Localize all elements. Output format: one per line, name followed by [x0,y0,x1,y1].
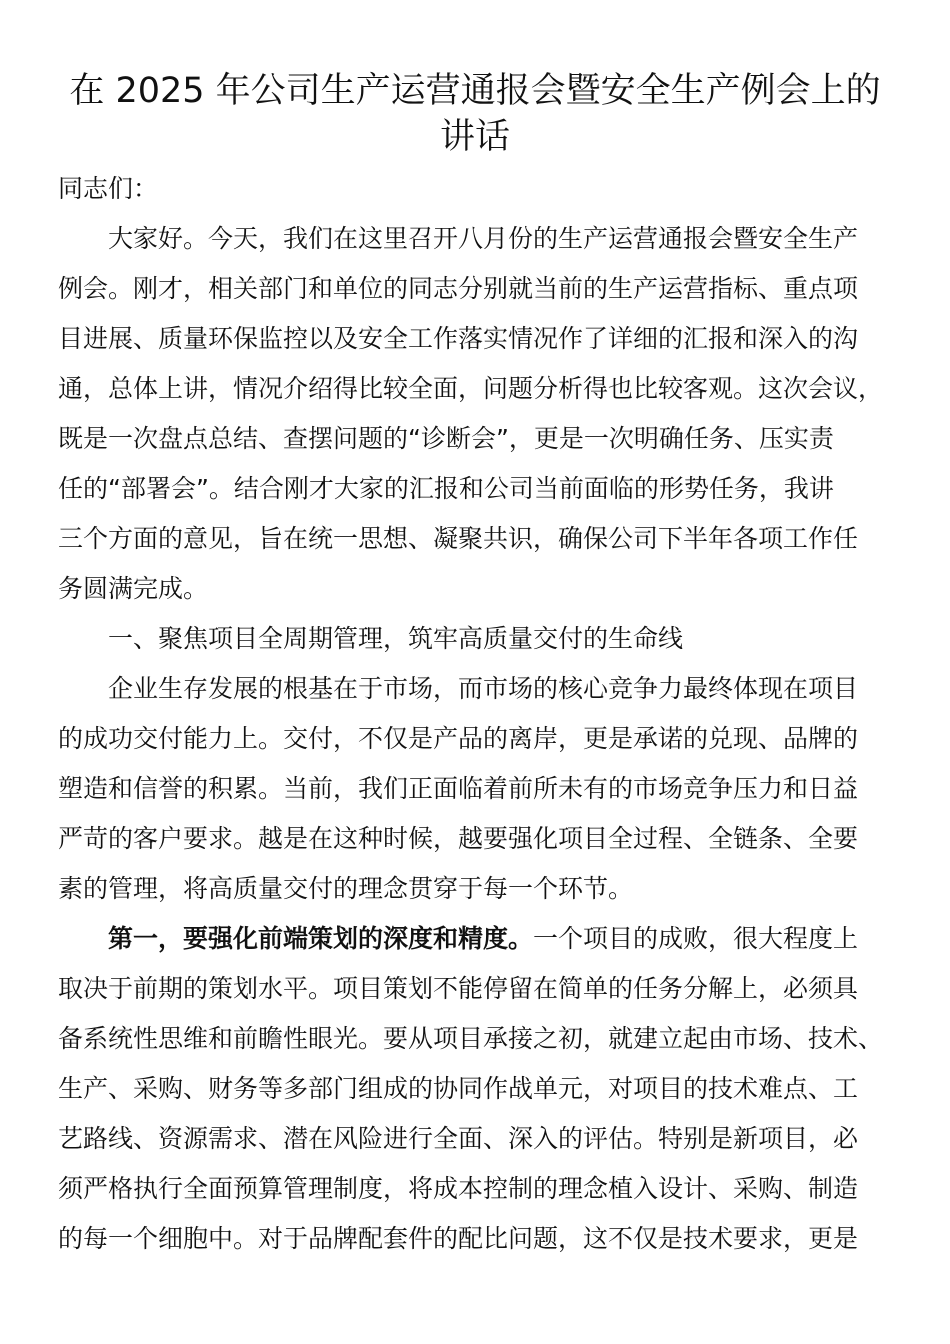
para3-line-2: 取决于前期的策划水平。项目策划不能停留在简单的任务分解上，必须具 [58,974,859,1003]
para1-line-3: 目进展、质量环保监控以及安全工作落实情况作了详细的汇报和深入的沟 [58,324,859,353]
para2-line-2: 的成功交付能力上。交付，不仅是产品的离岸，更是承诺的兑现、品牌的 [58,724,859,753]
para3-line-5: 艺路线、资源需求、潜在风险进行全面、深入的评估。特别是新项目，必 [58,1124,859,1153]
para1-line-2: 例会。刚才，相关部门和单位的同志分别就当前的生产运营指标、重点项 [58,274,859,303]
salutation: 同志们： [58,174,159,203]
para2-line-3: 塑造和信誉的积累。当前，我们正面临着前所未有的市场竞争压力和日益 [58,774,859,803]
para3-bold-lead: 第一，要强化前端策划的深度和精度。 [108,924,534,953]
para1-line-8: 务圆满完成。 [58,574,209,603]
para1-line-1: 大家好。今天，我们在这里召开八月份的生产运营通报会暨安全生产 [108,224,859,253]
para2-line-5: 素的管理，将高质量交付的理念贯穿于每一个环节。 [58,874,634,903]
para2-line-1: 企业生存发展的根基在于市场，而市场的核心竞争力最终体现在项目 [108,674,859,703]
para3-line-1 [108,921,858,957]
section-1-heading: 一、聚焦项目全周期管理，筑牢高质量交付的生命线 [108,624,684,653]
para1-line-6: 任的“部署会”。结合刚才大家的汇报和公司当前面临的形势任务，我讲 [58,474,834,503]
para2-line-4: 严苛的客户要求。越是在这种时候，越要强化项目全过程、全链条、全要 [58,824,859,853]
para3-line-7: 的每一个细胞中。对于品牌配套件的配比问题，这不仅是技术要求，更是 [58,1224,859,1253]
title-line-1: 在 2025 年公司生产运营通报会暨安全生产例会上的 [69,71,881,111]
para3-line-6: 须严格执行全面预算管理制度，将成本控制的理念植入设计、采购、制造 [58,1174,859,1203]
para3-line-4: 生产、采购、财务等多部门组成的协同作战单元，对项目的技术难点、工 [58,1074,859,1103]
para3-first-rest: 一个项目的成败，很大程度上 [533,924,859,953]
para1-line-5: 既是一次盘点总结、查摆问题的“诊断会”，更是一次明确任务、压实责 [58,424,834,453]
title-line-2: 讲话 [439,117,510,157]
para1-line-4: 通，总体上讲，情况介绍得比较全面，问题分析得也比较客观。这次会议， [58,374,884,403]
para3-line-3: 备系统性思维和前瞻性眼光。要从项目承接之初，就建立起由市场、技术、 [58,1024,884,1053]
para1-line-7: 三个方面的意见，旨在统一思想、凝聚共识，确保公司下半年各项工作任 [58,524,859,553]
